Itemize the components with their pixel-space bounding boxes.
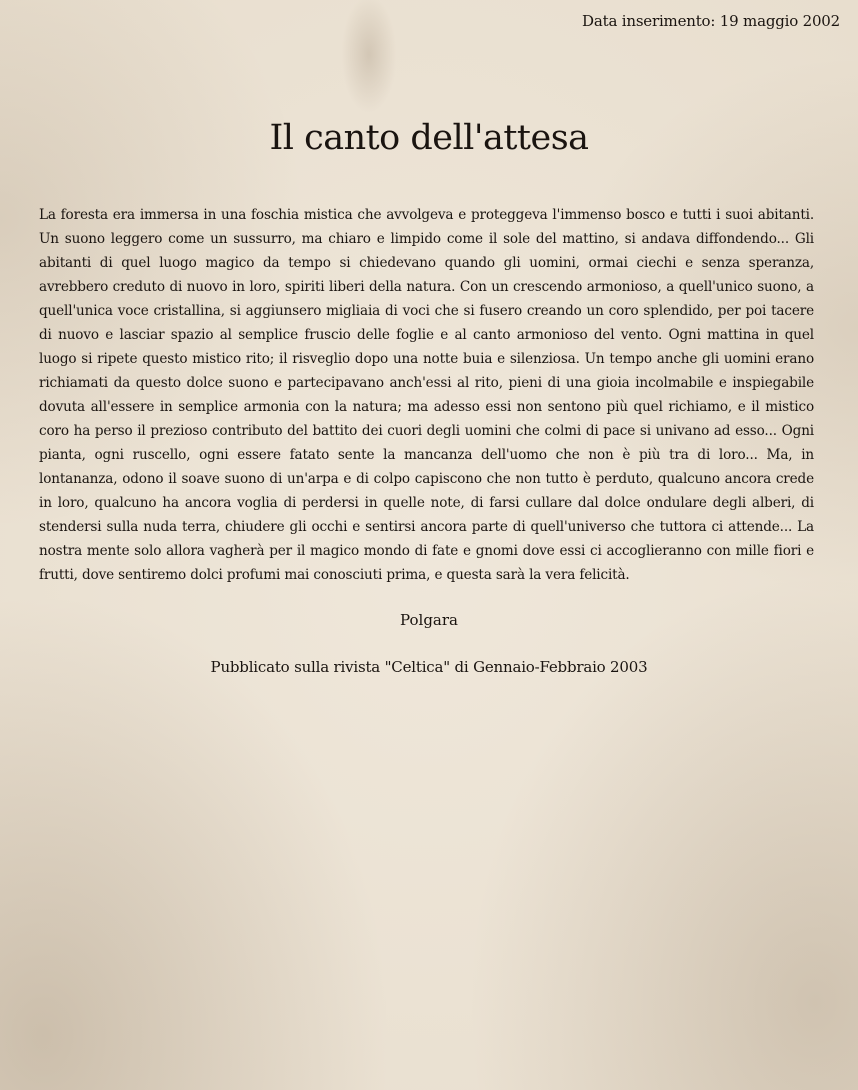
page-title: Il canto dell'attesa <box>269 118 589 158</box>
date-inserted: Data inserimento: 19 maggio 2002 <box>582 12 840 30</box>
publication-note: Pubblicato sulla rivista "Celtica" di Gennaio-Febbraio 2003 <box>210 658 648 676</box>
author-signature: Polgara <box>400 611 458 629</box>
story-body: La foresta era immersa in una foschia mistica che avvolgeva e proteggeva l'immenso bosco e tutti i suoi abitanti. Un suono leggero come un sussurro, ma chiaro e limpido come il sole del mattino, si andava diffondendo... Gli abitanti di quel luogo magico da tempo si chiedevano quando gli uomini, ormai ciechi e senza speranza, avrebbero creduto di nuovo in loro, spiriti liberi della natura. Con un crescendo armonioso, a quell'unico suono, a quell'unica voce cristallina, si aggiunsero migliaia di voci che si fusero creando un coro splendido, per poi tacere di nuovo e lasciar spazio al semplice fruscio delle foglie e al canto armonioso del vento. Ogni mattina in quel luogo si ripete questo mistico rito; il risveglio dopo una notte buia e silenziosa. Un tempo anche gli uomini erano richiamati da questo dolce suono e partecipavano anch'essi al rito, pieni di una gioia incolmabile e inspiegabile dovuta all'essere in semplice armonia con la natura; ma adesso essi non sentono più quel richiamo, e il mistico coro ha perso il prezioso contributo del battito dei cuori degli uomini che colmi di pace si univano ad esso... Ogni pianta, ogni ruscello, ogni essere fatato sente la mancanza dell'uomo che non è più tra di loro... Ma, in lontananza, odono il soave suono di un'arpa e di colpo capiscono che non tutto è perduto, qualcuno ancora crede in loro, qualcuno ha ancora voglia di perdersi in quelle note, di farsi cullare dal dolce ondulare degli alberi, di stendersi sulla nuda terra, chiudere gli occhi e sentirsi ancora parte di quell'universo che tuttora ci attende... La nostra mente solo allora vagherà per il magico mondo di fate e gnomi dove essi ci accoglieranno con mille fiori e frutti, dove sentiremo dolci profumi mai conosciuti prima, e questa sarà la vera felicità. <box>39 207 814 583</box>
